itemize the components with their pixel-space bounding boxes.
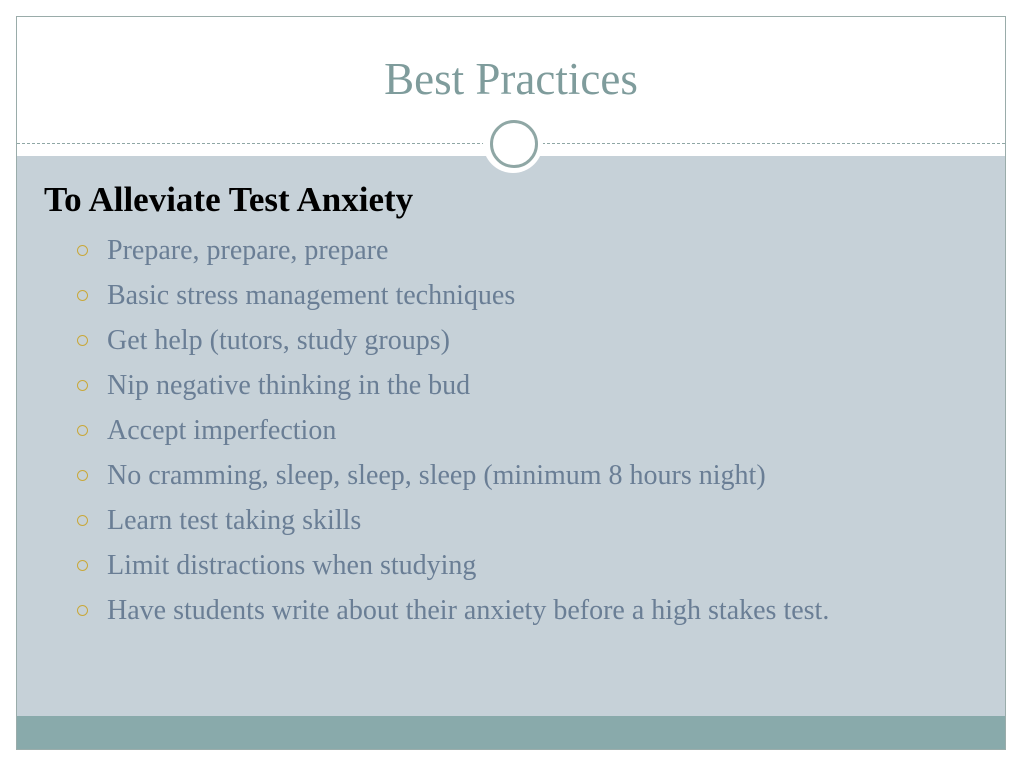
bullet-item	[75, 366, 975, 405]
hollow-circle-icon	[77, 380, 88, 391]
bullet-item	[75, 411, 975, 450]
slide	[16, 16, 1006, 750]
bullet-text: Have students write about their anxiety before a high stakes test.	[107, 595, 830, 626]
bottom-bar	[17, 716, 1005, 750]
bullet-text: Nip negative thinking in the bud	[107, 370, 471, 401]
bullet-text: Prepare, prepare, prepare	[107, 235, 389, 266]
hollow-circle-icon	[77, 245, 88, 256]
hollow-circle-icon	[77, 425, 88, 436]
bullet-item	[75, 276, 975, 315]
hollow-circle-icon	[77, 560, 88, 571]
bullet-text: Learn test taking skills	[107, 505, 362, 536]
double-ring-icon	[490, 120, 538, 168]
hollow-circle-icon	[77, 290, 88, 301]
bullet-item	[75, 546, 975, 585]
bullet-text: Basic stress management techniques	[107, 280, 516, 311]
bullet-item	[75, 321, 975, 360]
bullet-item	[75, 591, 975, 630]
bullet-text: No cramming, sleep, sleep, sleep (minimum 8 hours night)	[107, 460, 766, 491]
hollow-circle-icon	[77, 515, 88, 526]
bullet-text: Accept imperfection	[107, 415, 337, 446]
hollow-circle-icon	[77, 605, 88, 616]
slide-title: Best Practices	[384, 54, 638, 104]
bullet-item	[75, 456, 975, 495]
bullet-text: Get help (tutors, study groups)	[107, 325, 450, 356]
bullet-text: Limit distractions when studying	[107, 550, 477, 581]
hollow-circle-icon	[77, 470, 88, 481]
bullet-list	[75, 231, 975, 636]
bullet-item	[75, 501, 975, 540]
hollow-circle-icon	[77, 335, 88, 346]
section-heading: To Alleviate Test Anxiety	[44, 180, 414, 219]
bullet-item	[75, 231, 975, 270]
